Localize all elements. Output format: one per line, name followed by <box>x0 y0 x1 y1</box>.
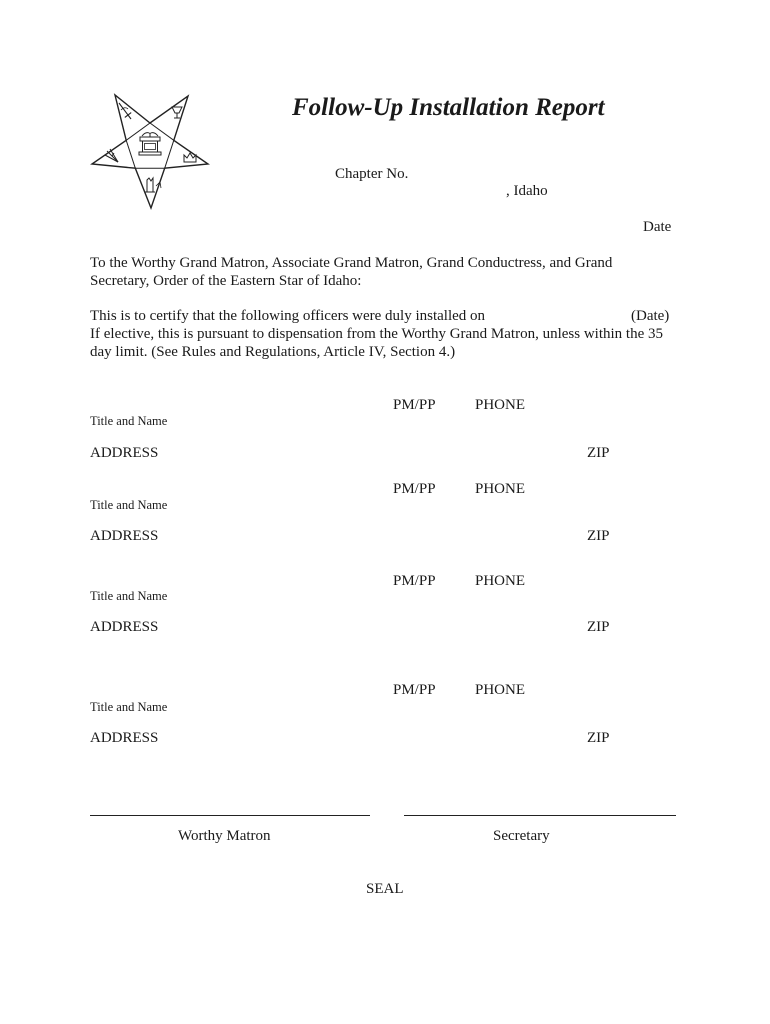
title-and-name-label: Title and Name <box>90 498 168 512</box>
officer-entry <box>0 480 770 546</box>
zip-label: ZIP <box>587 730 610 746</box>
zip-label: ZIP <box>587 445 610 461</box>
secretary-signature-line <box>404 815 676 816</box>
secretary-label: Secretary <box>493 828 550 844</box>
installation-date-label: (Date) <box>631 308 670 324</box>
pm-pp-label: PM/PP <box>393 481 436 497</box>
report-date-label: Date <box>643 219 672 235</box>
eastern-star-emblem-icon <box>86 88 214 214</box>
pm-pp-label: PM/PP <box>393 682 436 698</box>
worthy-matron-label: Worthy Matron <box>178 828 271 844</box>
officer-entry <box>0 572 770 638</box>
salutation-line: To the Worthy Grand Matron, Associate Grand Matron, Grand Conductress, and Grand <box>90 255 613 271</box>
address-label: ADDRESS <box>90 528 159 544</box>
title-and-name-label: Title and Name <box>90 700 168 714</box>
address-label: ADDRESS <box>90 445 159 461</box>
officer-entry <box>0 681 770 747</box>
officer-entry <box>0 396 770 462</box>
salutation-line: Secretary, Order of the Eastern Star of Idaho: <box>90 273 362 289</box>
title-and-name-label: Title and Name <box>90 414 168 428</box>
certification-line: This is to certify that the following officers were duly installed on <box>90 308 486 324</box>
phone-label: PHONE <box>475 397 526 413</box>
phone-label: PHONE <box>475 573 526 589</box>
address-label: ADDRESS <box>90 619 159 635</box>
phone-label: PHONE <box>475 682 526 698</box>
state-label: , Idaho <box>506 183 548 199</box>
title-and-name-label: Title and Name <box>90 589 168 603</box>
page-title: Follow-Up Installation Report <box>292 94 605 121</box>
chapter-number-label: Chapter No. <box>335 166 409 182</box>
certification-line: day limit. (See Rules and Regulations, Article IV, Section 4.) <box>90 344 456 360</box>
pm-pp-label: PM/PP <box>393 573 436 589</box>
zip-label: ZIP <box>587 528 610 544</box>
zip-label: ZIP <box>587 619 610 635</box>
phone-label: PHONE <box>475 481 526 497</box>
seal-label: SEAL <box>366 881 404 897</box>
worthy-matron-signature-line <box>90 815 370 816</box>
certification-line: If elective, this is pursuant to dispensation from the Worthy Grand Matron, unless within the 35 <box>90 326 664 342</box>
pm-pp-label: PM/PP <box>393 397 436 413</box>
address-label: ADDRESS <box>90 730 159 746</box>
